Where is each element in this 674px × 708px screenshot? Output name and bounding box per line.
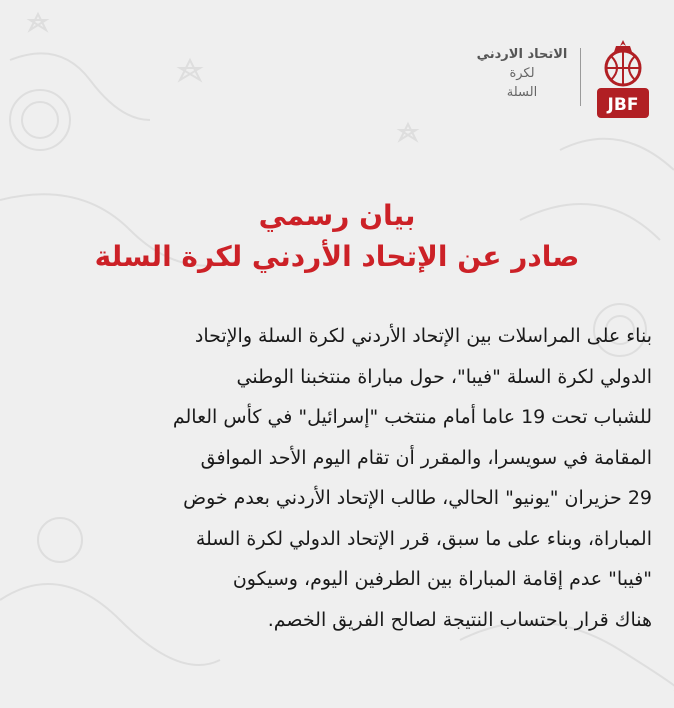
federation-name-line1: الاتحاد الاردني [476,47,568,62]
emblem-text: JBF [607,95,639,115]
statement-line: "فيبا" عدم إقامة المباراة بين الطرفين اليوم، وسيكون [232,568,652,590]
statement-subtitle: صادر عن الإتحاد الأردني لكرة السلة [94,240,580,273]
statement-line: بناء على المراسلات بين الإتحاد الأردني لكرة السلة والإتحاد [194,325,652,347]
federation-logo [470,30,650,120]
federation-name-line2: لكرة [509,66,535,81]
federation-name [470,46,574,102]
statement-line: الدولي لكرة السلة "فيبا"، حول مباراة منتخبنا الوطني [236,365,652,388]
statement-line: للشباب تحت 19 عاما أمام منتخب "إسرائيل" في كأس العالم [172,406,652,428]
statement-line: المقامة في سويسرا، والمقرر أن تقام اليوم الأحد الموافق [200,446,652,469]
statement-line: المباراة، وبناء على ما سبق، قرر الإتحاد الدولي لكرة السلة [195,527,652,550]
statement-body [22,316,652,640]
statement-line: هناك قرار باحتساب النتيجة لصالح الفريق الخصم. [267,608,652,631]
statement-line: 29 حزيران "يونيو" الحالي، طالب الإتحاد الأردني بعدم خوض [183,487,652,509]
jbf-emblem-icon [594,38,652,120]
logo-divider [580,48,581,106]
federation-name-line3: السلة [506,85,538,100]
statement-title: بيان رسمي [258,199,416,232]
statement-heading [0,196,674,278]
